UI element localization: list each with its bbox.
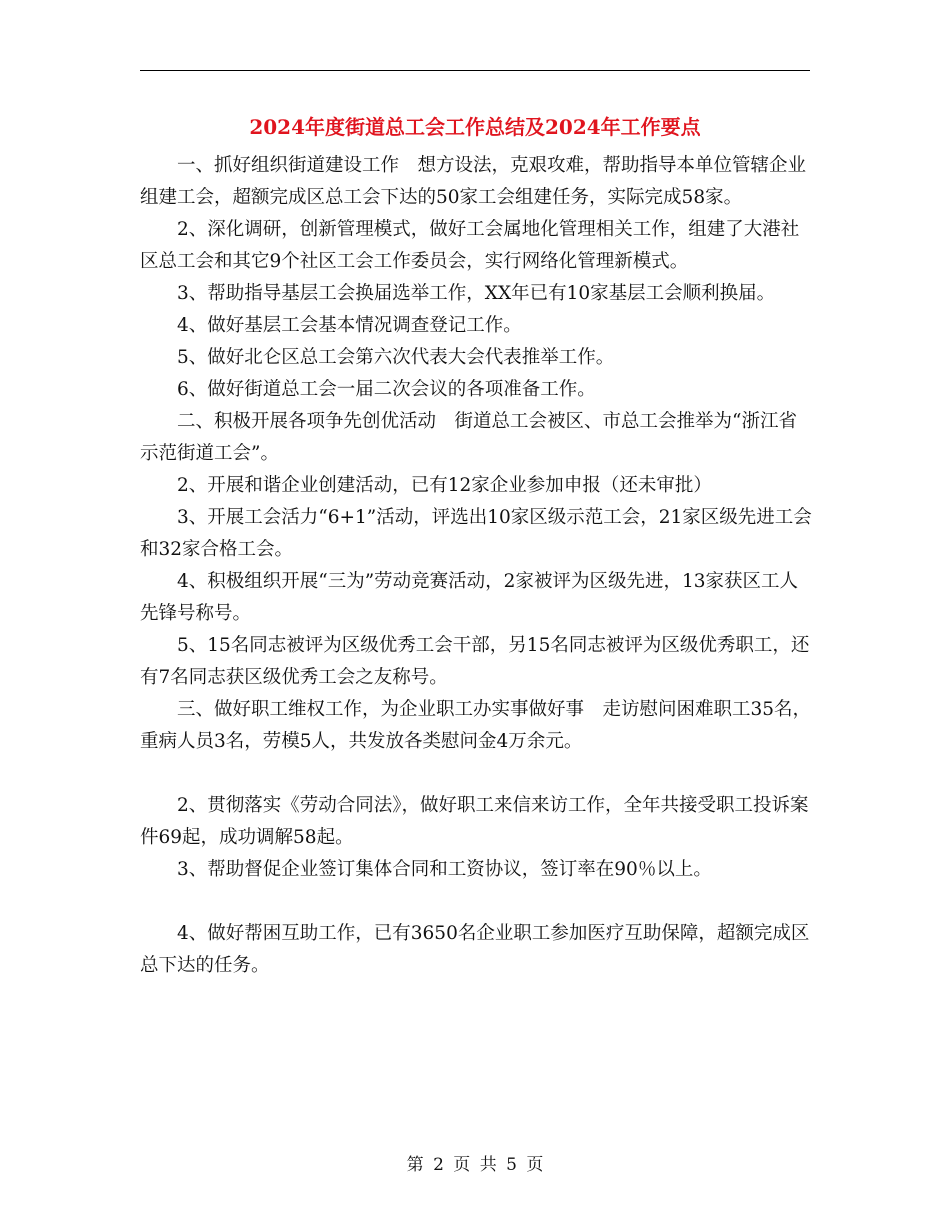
- paragraph: 4、做好帮困互助工作，已有3650名企业职工参加医疗互助保障，超额完成区总下达的任务。: [140, 923, 810, 976]
- page-number-footer: 第 2 页 共 5 页: [406, 1155, 544, 1175]
- paragraph: 一、抓好组织街道建设工作 想方设法，克艰攻难，帮助指导本单位管辖企业组建工会，超额完成区总工会下达的50家工会组建任务，实际完成58家。: [140, 155, 807, 208]
- paragraph: 6、做好街道总工会一届二次会议的各项准备工作。: [177, 379, 596, 400]
- paragraph: 3、开展工会活力“6+1”活动，评选出10家区级示范工会，21家区级先进工会和32家合格工会。: [140, 507, 812, 560]
- paragraph: 4、做好基层工会基本情况调查登记工作。: [177, 315, 522, 336]
- header-rule: [140, 70, 810, 71]
- document-title: 2024年度街道总工会工作总结及2024年工作要点: [249, 115, 701, 139]
- paragraph: 3、帮助指导基层工会换届选举工作，XX年已有10家基层工会顺利换届。: [177, 283, 776, 304]
- paragraph: 2、开展和谐企业创建活动，已有12家企业参加申报（还未审批）: [177, 475, 712, 496]
- paragraph: 5、做好北仑区总工会第六次代表大会代表推举工作。: [177, 347, 615, 368]
- paragraph: 2、深化调研，创新管理模式，做好工会属地化管理相关工作，组建了大港社区总工会和其它9个社区工会工作委员会，实行网络化管理新模式。: [140, 219, 800, 272]
- paragraph: 4、积极组织开展“三为”劳动竞赛活动，2家被评为区级先进，13家获区工人先锋号称号。: [140, 571, 798, 624]
- paragraph: 2、贯彻落实《劳动合同法》，做好职工来信来访工作，全年共接受职工投诉案件69起，成功调解58起。: [140, 795, 809, 848]
- document-body: [140, 150, 812, 982]
- paragraph: 二、积极开展各项争先创优活动 街道总工会被区、市总工会推举为“浙江省示范街道工会”。: [140, 411, 797, 464]
- paragraph: 3、帮助督促企业签订集体合同和工资协议，签订率在90％以上。: [177, 859, 712, 880]
- paragraph: 5、15名同志被评为区级优秀工会干部，另15名同志被评为区级优秀职工，还有7名同志获区级优秀工会之友称号。: [140, 635, 810, 688]
- paragraph: 三、做好职工维权工作，为企业职工办实事做好事 走访慰问困难职工35名，重病人员3名，劳模5人，共发放各类慰问金4万余元。: [140, 699, 812, 752]
